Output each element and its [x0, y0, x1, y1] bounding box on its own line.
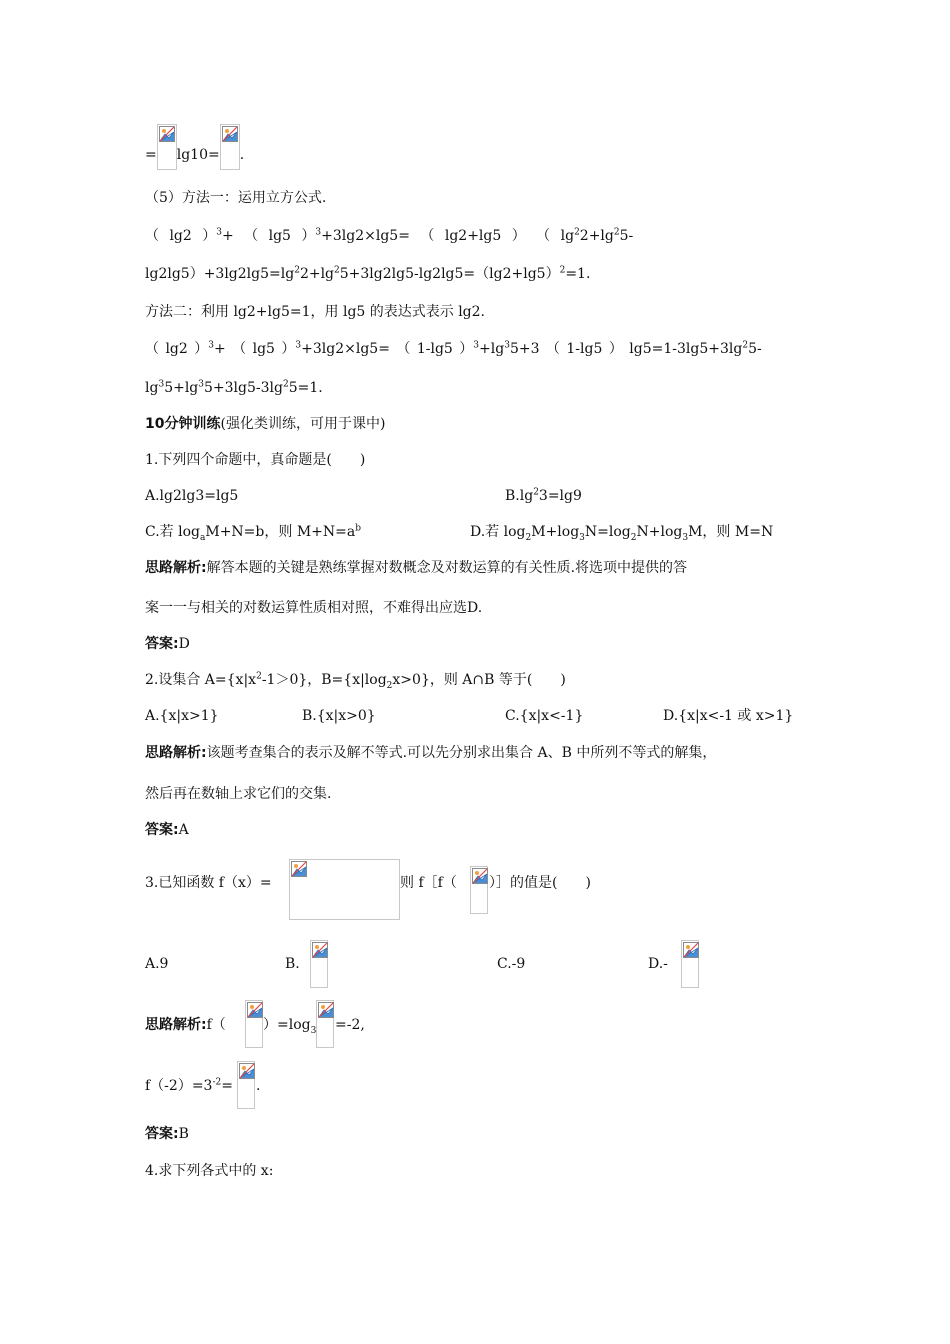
text: lg10= — [176, 147, 220, 163]
method2-row1: （ lg2 ）$^3$+ （ lg5 ）$^3$+3lg2×lg5= （ 1-lg5 ）$^3+\lg^35+3$ （ 1-lg5 ） $\lg 5=1-3\lg 5+3\lg^25-$ — [145, 340, 762, 357]
answer-label: 答案: — [145, 822, 179, 838]
q2-analysis: 思路解析:该题考查集合的表示及解不等式.可以先分别求出集合 A、B 中所列不等式的解集， — [145, 745, 717, 761]
q3-analysis-line2: $f(-2)=3^{-2}=$ — [145, 1077, 233, 1094]
q1-option-c: C.若 $\log_aM+N=b$，则 $M+N=a^b$ — [145, 523, 361, 543]
q2-answer: 答案:A — [145, 822, 189, 838]
method2-title: 方法二：利用 lg2+lg5=1，用 lg5 的表达式表示 lg2. — [145, 304, 486, 320]
fraction-image-icon — [470, 866, 488, 914]
q3-analysis-dot: . — [256, 1078, 261, 1094]
q3-analysis-result: =-2, — [335, 1017, 365, 1033]
q2-option-d: D.{x|x<-1 或 x>1} — [663, 708, 794, 724]
q2-option-a: A.{x|x>1} — [145, 708, 219, 724]
q3-analysis-label: 思路解析:f（ — [145, 1017, 226, 1033]
q2-option-b: B.{x|x>0} — [302, 708, 376, 724]
q1-option-d: D.若 $\log_2M+\log_3N=\log_2N+\log_3M$，则 M=N — [470, 524, 774, 543]
method1-title: （5）方法一：运用立方公式. — [145, 190, 327, 206]
q2-option-c: C.{x|x<-1} — [505, 708, 584, 724]
fraction-image-icon — [310, 940, 328, 988]
analysis-label: 思路解析: — [145, 1017, 207, 1033]
q3-stem-a: 3.已知函数 f（x）= — [145, 875, 272, 891]
section-title: 10分钟训练 — [145, 416, 221, 432]
q3-option-b: B. — [285, 956, 300, 972]
q1-option-b: $B.\lg^23=\lg 9$ — [505, 487, 582, 504]
section-heading — [145, 414, 385, 434]
q3-option-c: C.-9 — [497, 956, 526, 972]
formula-image-icon — [220, 124, 240, 170]
text: . — [239, 147, 245, 163]
q3-option-d: D.- — [648, 956, 668, 972]
analysis-label: 思路解析: — [145, 560, 207, 576]
q1-analysis: 思路解析:解答本题的关键是熟练掌握对数概念及对数运算的有关性质.将选项中提供的答 — [145, 560, 688, 576]
formula-line — [145, 140, 244, 170]
text: = — [145, 147, 157, 163]
analysis-label: 思路解析: — [145, 745, 207, 761]
q4-stem: 4.求下列各式中的 x: — [145, 1163, 274, 1179]
q3-stem-b: 则 f［f（ — [400, 875, 457, 891]
method1-row1: （ lg2 ）$^3$+ （ lg5 ）$^3$+3lg2×lg5= （ lg2+lg5 ） （ $\lg^22+\lg^25-$ — [145, 227, 634, 244]
formula-image-icon — [157, 124, 177, 170]
piecewise-function-image-icon — [289, 859, 400, 920]
fraction-image-icon — [237, 1061, 255, 1109]
q3-answer: 答案:B — [145, 1126, 189, 1142]
q3-stem-c: ）］的值是( ) — [489, 875, 591, 891]
method2-row2: $\lg^35+\lg^35+3\lg 5-3\lg^25=1$. — [145, 379, 323, 396]
q2-analysis-cont: 然后再在数轴上求它们的交集. — [145, 786, 332, 802]
answer-label: 答案: — [145, 636, 179, 652]
method1-row2: $\lg 2\lg 5)+3\lg 2\lg 5=\lg^22+\lg^25+3\lg 2\lg 5-\lg 2\lg 5=(\lg 2+\lg 5)^2=1$. — [145, 265, 591, 282]
q3-option-a: A.9 — [145, 956, 169, 972]
q1-option-a: A.lg2lg3=lg5 — [145, 488, 239, 504]
q1-analysis-cont: 案一一与相关的对数运算性质相对照，不难得出应选D. — [145, 600, 483, 616]
q3-analysis-log: ）$=\log_3$ — [263, 1017, 317, 1036]
q1-answer: 答案:D — [145, 636, 190, 652]
q1-stem: 1.下列四个命题中，真命题是( ) — [145, 452, 366, 468]
answer-label: 答案: — [145, 1126, 179, 1142]
fraction-image-icon — [681, 940, 699, 988]
fraction-image-icon — [316, 1000, 334, 1048]
section-note: (强化类训练，可用于课中) — [220, 416, 386, 432]
fraction-image-icon — [245, 1000, 263, 1048]
q2-stem: 2.设集合 $A=\{x|x^2-1>0\}$，$B=\{x|\log_2x>0\}$，则 A∩B 等于( ) — [145, 671, 566, 691]
